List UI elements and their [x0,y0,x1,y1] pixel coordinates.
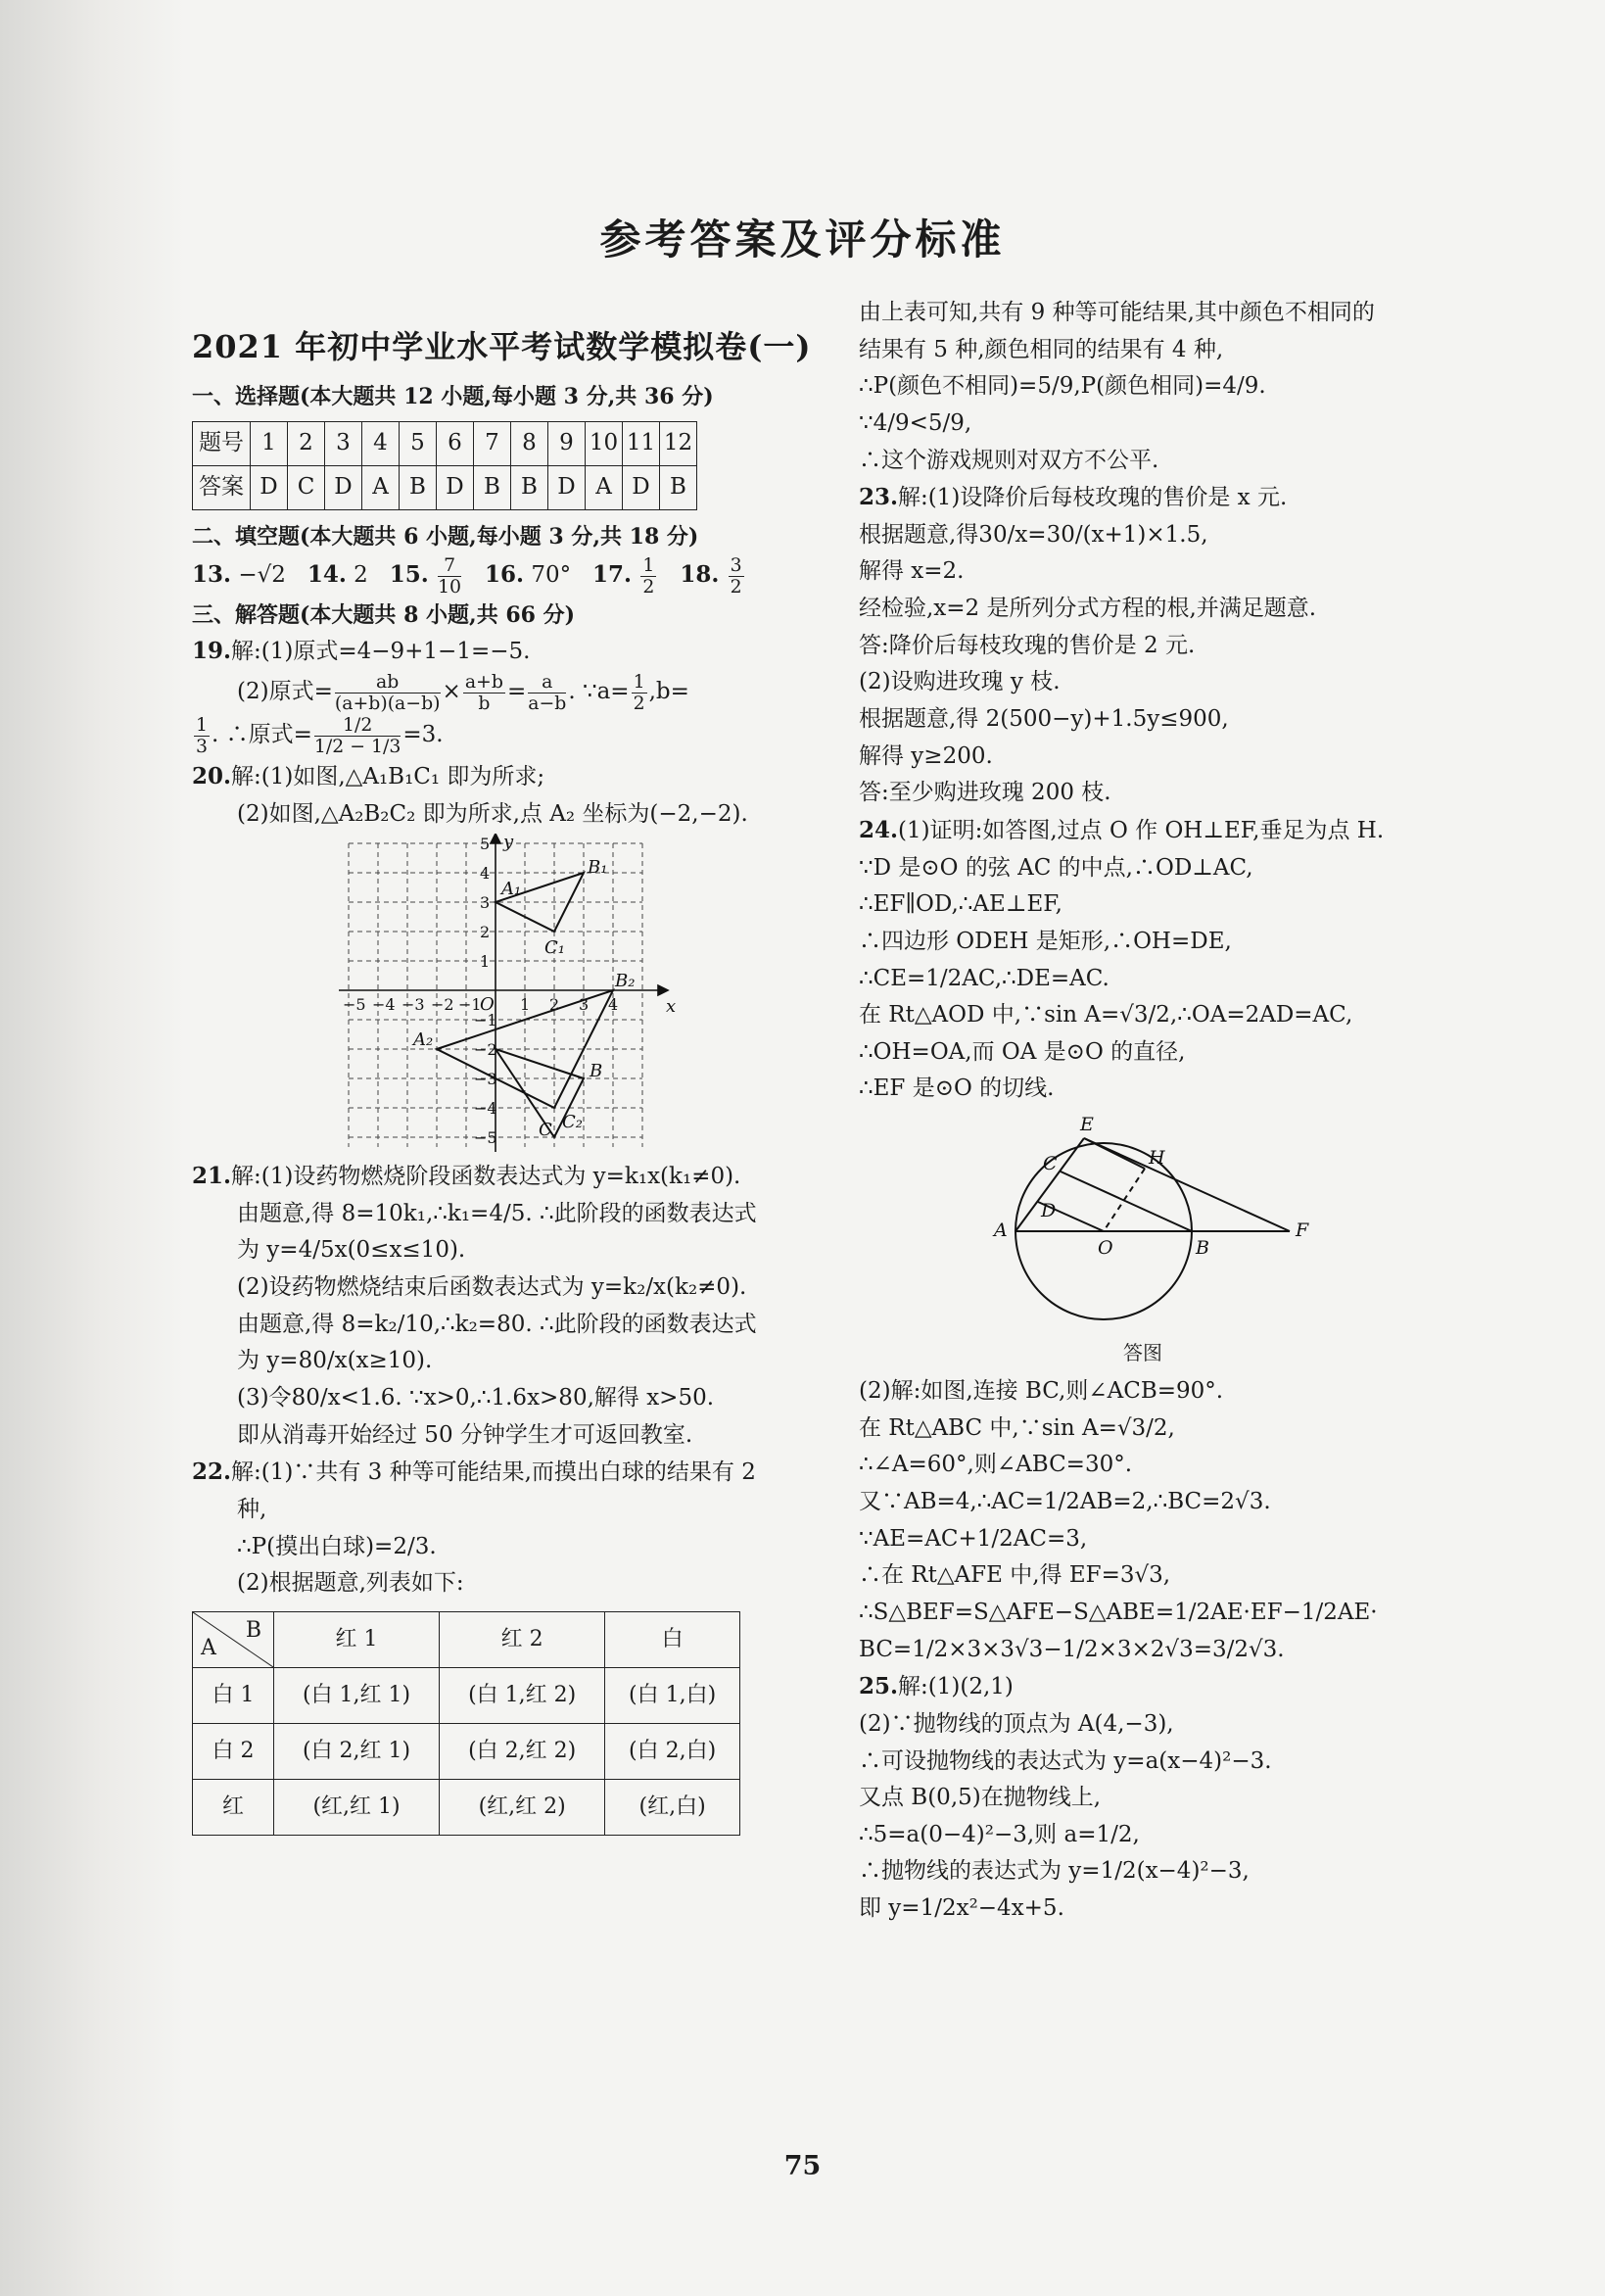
q19-text: . ∵a= [568,679,630,705]
y-tick: −2 [474,1040,497,1060]
answer-cell: D [623,465,660,509]
y-tick: 4 [480,864,491,884]
q14-answer: 2 [354,562,368,589]
q19-line-2 [192,672,813,713]
q22-conclusion-1: 由上表可知,共有 9 种等可能结果,其中颜色不相同的 [859,300,1375,325]
label-o: O [1098,1237,1113,1260]
page-gutter-shadow [0,0,186,2296]
q23-line-2: 根据题意,得30/x=30/(x+1)×1.5, [859,521,1208,548]
question-number-cell: 6 [437,421,474,465]
line-cb [1061,1172,1192,1231]
outcome-cell: (白 1,白) [605,1667,740,1723]
q22-line-1 [192,1455,813,1491]
q22-line-2: ∴P(摸出白球)=2/3. [237,1533,437,1559]
denominator: 10 [438,575,462,598]
q22-line-1b: 种, [237,1496,267,1522]
label-f: F [1296,1220,1309,1242]
q21-number: 21. [192,1163,232,1190]
answer-cell: D [437,465,474,509]
outcome-cell: (白 2,红 2) [440,1723,605,1779]
q24-line-9: (2)解:如图,连接 BC,则∠ACB=90°. [859,1378,1224,1405]
q24-line-6: 在 Rt△AOD 中,∵sin A=√3/2,∴OA=2AD=AC, [859,1002,1353,1028]
fill-answers [192,555,813,597]
q23-line-6: (2)设购进玫瑰 y 枝. [859,669,1061,695]
label-a: A [994,1220,1008,1242]
q23-line-4: 经检验,x=2 是所列分式方程的根,并满足题意. [859,596,1317,622]
question-number-cell: 8 [511,421,548,465]
q23-number: 23. [859,484,899,511]
outcome-row-header: 白 1 [193,1667,274,1723]
point-c2-label: C₂ [562,1112,583,1133]
q22-number: 22. [192,1459,232,1486]
denominator: 2 [642,575,655,598]
answer-cell: A [586,465,623,509]
outcome-table-header-row [193,1611,740,1667]
q14-number: 14. [307,561,347,589]
q24-line-4: ∴四边形 ODEH 是矩形,∴OH=DE, [859,928,1232,954]
x-tick: −3 [401,995,425,1015]
q13-answer: −√2 [238,562,286,589]
q25-line-3: ∴可设抛物线的表达式为 y=a(x−4)²−3. [859,1747,1272,1774]
answer-cell: D [548,465,586,509]
q24-line-15: ∴S△BEF=S△AFE−S△ABE=1/2AE·EF−1/2AE· [859,1599,1378,1625]
paper-title: 2021 年初中学业水平考试数学模拟卷(一) [192,328,812,365]
q25-number: 25. [859,1673,899,1700]
y-tick: 3 [480,893,491,913]
q23-text: 解:(1)设降价后每枝玫瑰的售价是 x 元. [898,485,1288,511]
numerator: 1 [633,670,645,693]
section-solution-heading: 三、解答题(本大题共 8 小题,共 66 分) [192,602,576,629]
numerator: 1 [642,553,655,576]
x-tick: −4 [372,995,396,1015]
q25-line-5: ∴5=a(0−4)²−3,则 a=1/2, [859,1821,1140,1847]
q24-line-5: ∴CE=1/2AC,∴DE=AC. [859,965,1109,991]
q23-line-8: 解得 y≥200. [859,742,993,769]
q22-line-3: (2)根据题意,列表如下: [237,1570,464,1597]
label-b: B [1196,1237,1209,1260]
q23-line-9: 答:至少购进玫瑰 200 枝. [859,780,1111,806]
q19-fraction [528,672,566,713]
answer-cell: C [288,465,325,509]
question-number-cell: 10 [586,421,623,465]
outcome-table [192,1611,740,1836]
answer-cell: D [325,465,362,509]
y-tick: 5 [480,835,491,854]
denominator: 3 [196,736,208,758]
q24-text: (1)证明:如答图,过点 O 作 OH⊥EF,垂足为点 H. [898,817,1385,843]
q25-text: 解:(1)(2,1) [898,1674,1014,1700]
outcome-row [193,1667,740,1723]
corner-b-label: B [245,1617,261,1643]
q21-line-4: (2)设药物燃烧结束后函数表达式为 y=k₂/x(k₂≠0). [237,1274,747,1301]
q21-line-6: 为 y=80/x(x≥10). [237,1348,433,1374]
label-h: H [1149,1147,1165,1170]
q21-line-3: 为 y=4/5x(0≤x≤10). [237,1237,466,1264]
denominator: 2 [633,692,645,714]
answer-table-answer-row [193,465,697,509]
q24-line-13: ∵AE=AC+1/2AC=3, [859,1525,1088,1552]
outcome-cell: (白 2,红 1) [274,1723,440,1779]
q24-line-14: ∴在 Rt△AFE 中,得 EF=3√3, [859,1562,1171,1589]
figure-caption: 答图 [1123,1341,1162,1365]
point-b1-label: B₁ [588,857,608,879]
circle-geometry-figure [859,1109,1427,1334]
q19-fraction [632,672,647,713]
y-tick: 1 [480,952,491,972]
answer-table-row-header: 答案 [193,465,251,509]
q22-conclusion-4: ∵4/9<5/9, [859,409,972,436]
denominator: b [478,692,491,714]
label-d: D [1041,1200,1057,1222]
coordinate-grid-figure [192,834,813,1157]
question-number-cell: 5 [400,421,437,465]
answer-cell: B [400,465,437,509]
q25-line-7: 即 y=1/2x²−4x+5. [859,1895,1064,1922]
q18-answer [729,555,744,597]
line-eh-part [1084,1138,1145,1169]
q24-number: 24. [859,816,899,843]
q19-fraction [194,715,210,756]
answer-cell: A [362,465,400,509]
x-axis-label: x [666,996,677,1018]
point-b2-label: B₂ [615,971,636,992]
question-number-cell: 11 [623,421,660,465]
q21-line-7: (3)令80/x<1.6. ∵x>0,∴1.6x>80,解得 x>50. [237,1385,715,1411]
answer-cell: D [251,465,288,509]
outcome-table-corner [193,1611,274,1667]
denominator: 1/2 − 1/3 [313,736,401,758]
question-number-cell: 2 [288,421,325,465]
denominator: a−b [528,692,567,714]
q19-text: 解:(1)原式=4−9+1−1=−5. [231,639,531,665]
q24-line-2: ∵D 是⊙O 的弦 AC 的中点,∴OD⊥AC, [859,854,1253,881]
page-number: 75 [783,2151,822,2181]
point-c1-label: C₁ [544,937,565,959]
q19-text: (2)原式= [237,679,333,705]
q21-line-1 [192,1159,813,1195]
answer-cell: B [660,465,697,509]
q24-line-1 [859,813,1427,849]
q25-line-6: ∴抛物线的表达式为 y=1/2(x−4)²−3, [859,1858,1250,1885]
q24-line-11: ∴∠A=60°,则∠ABC=30°. [859,1452,1133,1478]
left-column [192,323,813,1836]
q17-number: 17. [592,561,633,589]
q19-fraction [314,715,401,756]
section-choice-heading: 一、选择题(本大题共 12 小题,每小题 3 分,共 36 分) [192,383,714,409]
numerator: 1 [196,714,208,737]
numerator: 1/2 [314,715,401,737]
outcome-cell: (红,红 2) [440,1779,605,1835]
question-number-cell: 12 [660,421,697,465]
y-axis-label: y [503,834,514,853]
q15-number: 15. [389,561,429,589]
outcome-row [193,1779,740,1835]
q21-text: 解:(1)设药物燃烧阶段函数表达式为 y=k₁x(k₁≠0). [231,1164,741,1190]
answer-table-number-row [193,421,697,465]
q24-line-10: 在 Rt△ABC 中,∵sin A=√3/2, [859,1414,1175,1441]
point-c-label: C [539,1120,552,1141]
numerator: ab [335,672,441,694]
x-tick: 2 [549,995,560,1015]
numerator: a [528,672,566,694]
origin-label: O [480,994,495,1016]
label-c: C [1043,1153,1058,1175]
numerator: 7 [438,555,461,577]
outcome-cell: (红,红 1) [274,1779,440,1835]
q19-text: = [506,679,527,705]
y-tick: −5 [474,1128,497,1148]
q19-fraction [463,672,505,713]
outcome-col-header: 红 1 [274,1611,440,1667]
x-tick: 1 [520,995,531,1015]
y-tick: −1 [474,1011,497,1030]
answer-table-row-header: 题号 [193,421,251,465]
q22-conclusion-2: 结果有 5 种,颜色相同的结果有 4 种, [859,336,1224,362]
x-tick: −2 [431,995,454,1015]
q21-line-2: 由题意,得 8=10k₁,∴k₁=4/5. ∴此阶段的函数表达式 [237,1200,757,1226]
question-number-cell: 9 [548,421,586,465]
question-number-cell: 7 [474,421,511,465]
right-column [859,294,1427,1929]
y-tick: 2 [480,923,491,942]
x-tick: 4 [608,995,619,1015]
q20-text: 解:(1)如图,△A₁B₁C₁ 即为所求; [231,763,545,789]
outcome-cell: (白 1,红 2) [440,1667,605,1723]
q20-line-1 [192,759,813,795]
answer-cell: B [474,465,511,509]
denominator: (a+b)(a−b) [334,692,441,714]
answer-table [192,421,697,510]
question-number-cell: 3 [325,421,362,465]
q24-line-7: ∴OH=OA,而 OA 是⊙O 的直径, [859,1038,1186,1065]
page-title: 参考答案及评分标准 [599,215,1006,263]
outcome-col-header: 红 2 [440,1611,605,1667]
q19-text: × [442,679,461,705]
q24-line-3: ∴EF∥OD,∴AE⊥EF, [859,891,1062,918]
x-tick: −1 [458,995,482,1015]
q19-line-3 [192,715,813,756]
point-b-label: B [590,1061,603,1082]
q19-line-1 [192,634,813,670]
point-a2-label: A₂ [413,1029,434,1051]
q19-text: . ∴原式= [212,722,312,748]
x-tick: 3 [579,995,590,1015]
q19-fraction [335,672,441,713]
q23-line-5: 答:降价后每枝玫瑰的售价是 2 元. [859,632,1196,658]
q25-line-2: (2)∵抛物线的顶点为 A(4,−3), [859,1710,1174,1737]
outcome-cell: (白 2,白) [605,1723,740,1779]
line-ef [1084,1138,1290,1231]
outcome-cell: (红,白) [605,1779,740,1835]
y-tick: −4 [474,1099,497,1119]
q20-number: 20. [192,762,232,789]
q22-text: 解:(1)∵共有 3 种等可能结果,而摸出白球的结果有 2 [231,1459,756,1486]
outcome-row-header: 白 2 [193,1723,274,1779]
corner-a-label: A [201,1635,216,1660]
section-fill-heading: 二、填空题(本大题共 6 小题,每小题 3 分,共 18 分) [192,523,699,550]
q23-line-3: 解得 x=2. [859,558,965,585]
outcome-row-header: 红 [193,1779,274,1835]
q25-line-4: 又点 B(0,5)在抛物线上, [859,1785,1102,1811]
label-e: E [1080,1114,1094,1136]
q15-answer [438,555,461,597]
question-number-cell: 1 [251,421,288,465]
numerator: a+b [464,670,503,693]
outcome-row [193,1723,740,1779]
q24-line-16: BC=1/2×3×3√3−1/2×3×2√3=3/2√3. [859,1636,1285,1662]
q21-line-8: 即从消毒开始经过 50 分钟学生才可返回教室. [237,1421,693,1448]
denominator: 2 [730,575,742,598]
q17-answer [640,555,656,597]
x-tick: −5 [343,995,366,1015]
q23-line-7: 根据题意,得 2(500−y)+1.5y≤900, [859,706,1229,733]
outcome-cell: (白 1,红 1) [274,1667,440,1723]
q20-line-2: (2)如图,△A₂B₂C₂ 即为所求,点 A₂ 坐标为(−2,−2). [237,800,748,827]
q24-line-8: ∴EF 是⊙O 的切线. [859,1076,1055,1102]
q19-number: 19. [192,638,232,665]
y-tick: −3 [474,1070,497,1089]
q22-conclusion-3: ∴P(颜色不相同)=5/9,P(颜色相同)=4/9. [859,373,1266,400]
q19-text: =3. [402,722,444,748]
question-number-cell: 4 [362,421,400,465]
point-a1-label: A₁ [501,879,522,900]
answer-cell: B [511,465,548,509]
q18-number: 18. [680,561,720,589]
q16-answer: 70° [531,562,572,589]
q13-number: 13. [192,561,232,589]
q21-line-5: 由题意,得 8=k₂/10,∴k₂=80. ∴此阶段的函数表达式 [237,1311,757,1337]
q23-line-1 [859,480,1427,516]
q22-conclusion-5: ∴这个游戏规则对双方不公平. [859,447,1159,473]
numerator: 3 [730,553,742,576]
q16-number: 16. [485,561,525,589]
q25-line-1 [859,1669,1427,1705]
q24-line-12: 又∵AB=4,∴AC=1/2AB=2,∴BC=2√3. [859,1489,1271,1515]
line-oh [1104,1169,1145,1231]
q19-text: ,b= [648,679,689,705]
outcome-col-header: 白 [605,1611,740,1667]
